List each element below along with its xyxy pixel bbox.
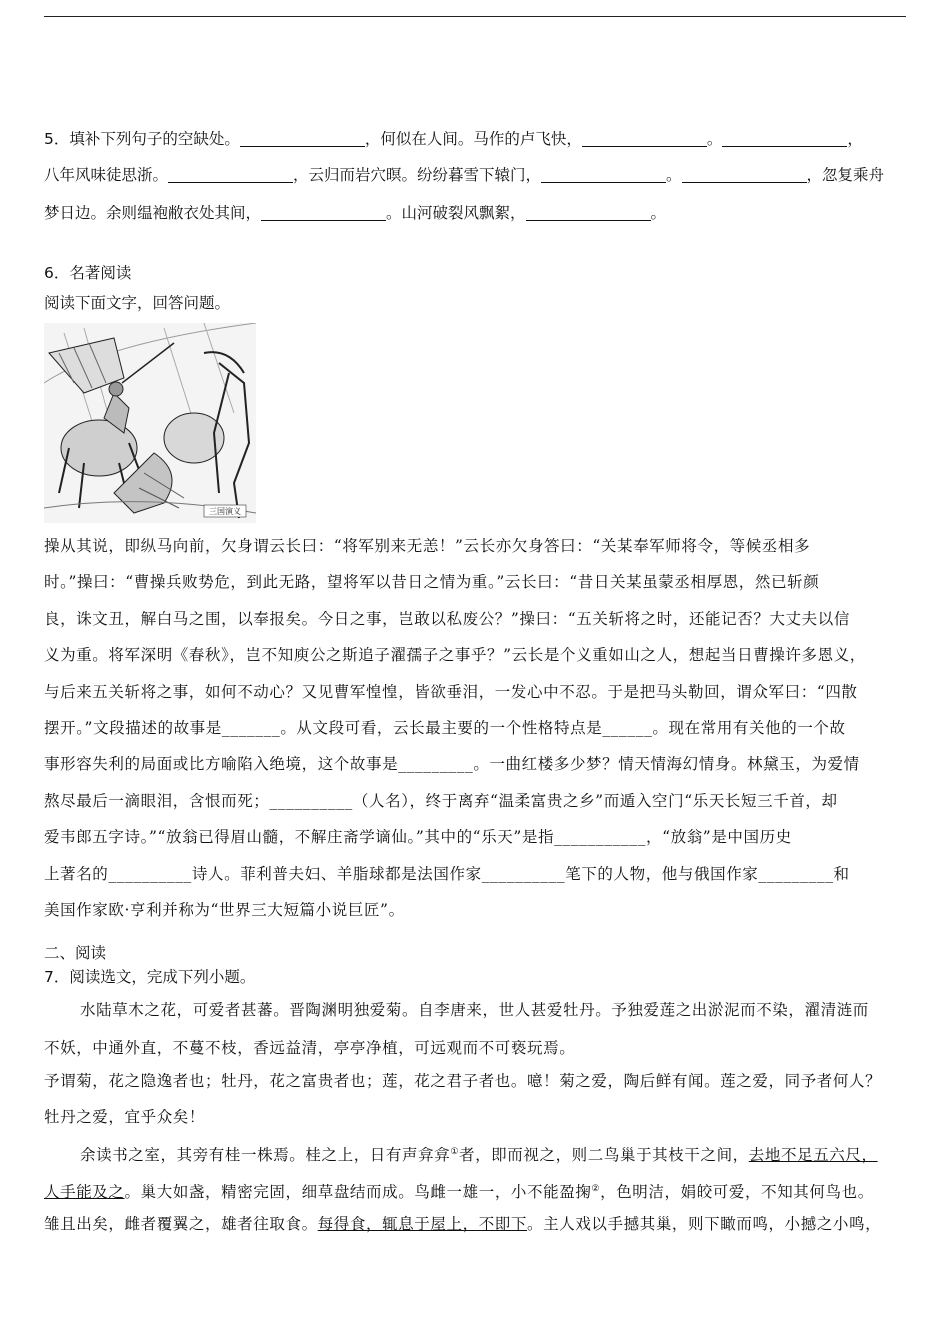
question-5-line — [44, 164, 884, 186]
question-text: ， — [847, 130, 863, 148]
question-6-instruction: 阅读下面文字，回答问题。 — [44, 294, 231, 312]
header-rule — [44, 16, 906, 17]
passage-3-line-2 — [44, 1178, 874, 1203]
question-text: ，何似在人间。马作的卢飞快， — [364, 130, 582, 148]
question-6-passage-line: 摆开。”文段描述的故事是_______。从文段可看，云长最主要的一个性格特点是______。现在常用有关他的一个故 — [44, 719, 846, 737]
answer-blank[interactable] — [541, 166, 666, 183]
p3-text: ，色明洁，娟皎可爱，不知其何鸟也。 — [600, 1183, 874, 1202]
passage-3-line-1 — [80, 1141, 878, 1166]
question-text: 八年风味徒思浙。 — [44, 166, 169, 184]
question-6-passage-line: 爱韦郎五字诗。”“放翁已得眉山髓，不解庄斋学谪仙。”其中的“乐天”是指___________，“放翁”是中国历史 — [44, 828, 792, 846]
question-6-passage-line: 熬尽最后一滴眼泪，含恨而死；__________（人名），终于离弃“温柔富贵之乡”而遁入空门“乐天长短三千首，却 — [44, 792, 838, 810]
p3-text: 者，即而视之，则二鸟巢于其枝干之间， — [458, 1146, 749, 1165]
question-5-line — [44, 128, 863, 150]
answer-blank[interactable] — [240, 130, 365, 147]
image-caption: 三国演义 — [209, 507, 241, 516]
answer-blank[interactable] — [261, 204, 386, 221]
passage-1-line-1: 水陆草木之花，可爱者甚蕃。晋陶渊明独爱菊。自李唐来，世人甚爱牡丹。予独爱莲之出淤泥而不染，濯清涟而 — [80, 1001, 869, 1019]
question-6-passage-line: 上著名的__________诗人。菲利普夫妇、羊脂球都是法国作家__________笔下的人物，他与俄国作家_________和 — [44, 865, 850, 883]
answer-blank[interactable] — [526, 204, 651, 221]
underlined-phrase: 每得食，辄息于屋上，不即下 — [317, 1215, 528, 1233]
question-7-heading: 7．阅读选文，完成下列小题。 — [44, 968, 256, 986]
question-6-passage-line: 事形容失利的局面或比方喻陷入绝境，这个故事是_________。一曲红楼多少梦？情天情海幻情身。林黛玉，为爱情 — [44, 755, 860, 773]
battle-illustration — [44, 323, 256, 523]
p3-text: 余读书之室，其旁有桂一株焉。桂之上，日有声弇弇 — [80, 1146, 451, 1165]
answer-blank[interactable] — [168, 166, 293, 183]
question-6-passage-line: 美国作家欧·亨利并称为“世界三大短篇小说巨匠”。 — [44, 901, 405, 919]
question-5-line — [44, 202, 666, 224]
question-text: 。 — [706, 130, 723, 148]
question-6-passage-line: 时。”操曰：“曹操兵败势危，到此无路，望将军以昔日之情为重。”云长曰：“昔日关某虽蒙丞相厚恩，然已斩颜 — [44, 573, 820, 591]
question-text: 5．填补下列句子的空缺处。 — [44, 130, 240, 148]
section-heading: 二、阅读 — [44, 944, 107, 962]
p3-text: 。巢大如盏，精密完固，细草盘结而成。鸟雌一雄一，小不能盈掬 — [124, 1183, 592, 1202]
question-text: 梦日边。余则缊袍敝衣处其间， — [44, 204, 262, 222]
footnote-marker: ① — [450, 1147, 459, 1157]
question-text: ，忽复乘舟 — [806, 166, 885, 184]
question-6-passage-line: 操从其说，即纵马向前，欠身谓云长曰：“将军别来无恙！”云长亦欠身答曰：“关某奉军师将令，等候丞相多 — [44, 537, 811, 555]
question-6-passage-line: 良，诛文丑，解白马之围，以奉报矣。今日之事，岂敢以私废公？”操曰：“五关斩将之时，还能记否？大丈夫以信 — [44, 610, 850, 628]
underlined-phrase: 人手能及之 — [44, 1183, 125, 1202]
question-6-passage-line: 义为重。将军深明《春秋》，岂不知庾公之斯追子濯孺子之事乎？”云长是个义重如山之人，想起当日曹操许多恩义， — [44, 646, 866, 664]
passage-3-line-3 — [44, 1213, 881, 1235]
question-text: ，云归而岩穴暝。纷纷暮雪下辕门， — [293, 166, 542, 184]
answer-blank[interactable] — [682, 166, 807, 183]
passage-2-line-2: 牡丹之爱，宜乎众矣！ — [44, 1108, 206, 1126]
question-text: 。山河破裂风飘絮， — [386, 204, 526, 222]
answer-blank[interactable] — [722, 130, 847, 147]
passage-2-line-1: 予谓菊，花之隐逸者也；牡丹，花之富贵者也；莲，花之君子者也。噫！菊之爱，陶后鲜有闻。莲之爱，同予者何人？ — [44, 1072, 882, 1090]
passage-1-line-2: 不妖，中通外直，不蔓不枝，香远益清，亭亭净植，可远观而不可亵玩焉。 — [44, 1039, 576, 1057]
p3-text: 。主人戏以手撼其巢，则下瞰而鸣，小撼之小鸣， — [527, 1215, 882, 1233]
footnote-marker: ② — [591, 1184, 601, 1194]
question-6-passage-line: 与后来五关斩将之事，如何不动心？又见曹军惶惶，皆欲垂泪，一发心中不忍。于是把马头勒回，谓众军曰：“四散 — [44, 683, 858, 701]
question-6-heading: 6．名著阅读 — [44, 264, 132, 282]
question-text: 。 — [666, 166, 682, 184]
underlined-phrase: 去地不足五六尺， — [748, 1146, 878, 1165]
answer-blank[interactable] — [582, 130, 707, 147]
p3-text: 雏且出矣，雌者覆翼之，雄者往取食。 — [44, 1215, 318, 1233]
question-text: 。 — [650, 204, 667, 222]
